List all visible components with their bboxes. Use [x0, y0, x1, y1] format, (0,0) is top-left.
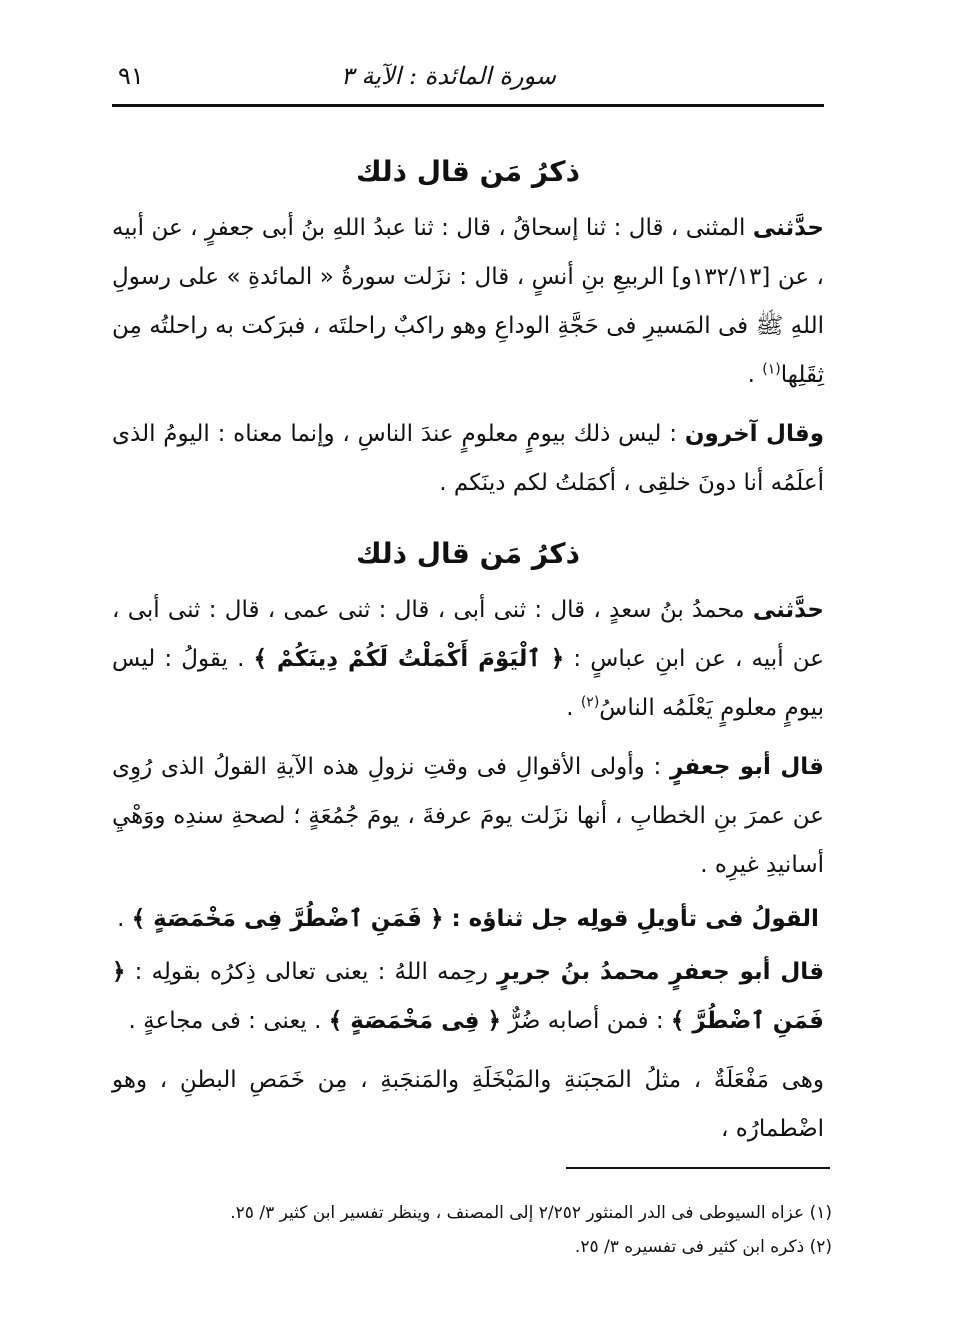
footnote: (٢) ذكره ابن كثير فى تفسيره ٣/ ٢٥. — [574, 1237, 832, 1257]
footnote: (١) عزاه السيوطى فى الدر المنثور ٢/٢٥٢ إلى المصنف ، وينظر تفسير ابن كثير ٣/ ٢٥. — [230, 1203, 832, 1223]
paragraph — [112, 586, 824, 733]
subsection-heading — [112, 890, 824, 948]
paragraph — [112, 948, 824, 1046]
paragraph — [112, 204, 824, 400]
paragraph-lead: وقال آخرون — [684, 421, 824, 447]
section-heading: ذكرُ مَن قال ذلك — [356, 155, 580, 188]
paragraph-text: : وأولى الأقوالِ فى وقتِ نزولِ هذه الآيةِ القولُ الذى رُوِى عن عمرَ بنِ الخطابِ ، أنها نزَلت يومَ عرفةَ ، يومَ جُمُعَةٍ ؛ لصحةِ سندِه ووَهْيِ أسانيدِ غيرِه . — [112, 754, 824, 878]
paragraph-text: وهى مَفْعَلَةٌ ، مثلُ المَجبَنةِ والمَبْخَلَةِ والمَنجَبةِ ، مِن خَمَصِ البطنِ ، وهو اضْطمارُه ، — [112, 1067, 824, 1142]
footnote-ref: (١) — [762, 361, 781, 378]
page-header — [112, 56, 824, 106]
footnotes — [112, 1196, 832, 1264]
paragraph-lead: قال أبو جعفرٍ محمدُ بنُ جريرٍ — [497, 959, 825, 985]
paragraph — [112, 743, 824, 890]
paragraph — [112, 1056, 824, 1154]
quran-verse: ﴿ فِى مَخْمَصَةٍ ﴾ — [328, 1008, 501, 1034]
footnote-rule — [566, 1167, 830, 1169]
header-rule — [112, 104, 824, 107]
quran-verse: ﴿ فَمَنِ ٱضْطُرَّ ﴾ — [112, 959, 824, 1034]
paragraph-end: . — [566, 695, 581, 721]
paragraph-text: رحِمه اللهُ : يعنى تعالى ذِكرُه بقولِه : — [125, 959, 498, 985]
page-number: ٩١ — [118, 62, 144, 90]
heading-end: . — [117, 906, 132, 932]
paragraph-text: . يقولُ : ليس بيومٍ معلومٍ يَعْلَمُه الناسُ — [112, 646, 824, 721]
paragraph-text: : فمن أصابه ضُرٌّ — [500, 1008, 671, 1034]
quran-verse: ﴿ فَمَنِ ٱضْطُرَّ فِى مَخْمَصَةٍ ﴾ — [131, 906, 444, 932]
subsection-heading-text: القولُ فى تأويلِ قولِه جل ثناؤه : — [443, 906, 819, 932]
paragraph-end: . — [747, 362, 763, 388]
quran-verse: ﴿ ٱلْيَوْمَ أَكْمَلْتُ لَكُمْ دِينَكُمْ ﴾ — [253, 646, 565, 672]
paragraph-text: محمدُ بنُ سعدٍ ، قال : ثنى أبى ، قال : ثنى عمى ، قال : ثنى أبى ، عن أبيه ، عن ابنِ عباسٍ : — [112, 597, 824, 672]
paragraph-text: المثنى ، قال : ثنا إسحاقُ ، قال : ثنا عبدُ اللهِ بنُ أبى جعفرٍ ، عن أبيه ، عن [١٣٢/١٣و] الربيعِ بنِ أنسٍ ، قال : نزَلت سورةُ « المائدةِ » على رسولِ اللهِ ﷺ فى المَسيرِ فى حَجَّةِ الوداعِ وهو راكبٌ راحلتَه ، فبرَكت به راحلتُه مِن ثِقَلِها — [112, 215, 824, 388]
paragraph-lead: قال أبو جعفرٍ — [670, 754, 824, 780]
paragraph — [112, 410, 824, 508]
paragraph-text: . يعنى : فى مجاعةٍ . — [128, 1008, 329, 1034]
footnote-ref: (٢) — [580, 694, 600, 711]
paragraph-text: : ليس ذلك بيومٍ معلومٍ عندَ الناسِ ، وإنما معناه : اليومُ الذى أعلَمُه أنا دونَ خلقِى ، أكمَلتُ لكم دينَكم . — [112, 421, 824, 496]
paragraph-lead: حدَّثنى — [752, 597, 824, 623]
main-text — [112, 140, 824, 1154]
section-heading: ذكرُ مَن قال ذلك — [356, 537, 580, 570]
running-title: سورة المائدة : الآية ٣ — [340, 62, 556, 90]
paragraph-lead: حدَّثنى — [752, 215, 824, 241]
